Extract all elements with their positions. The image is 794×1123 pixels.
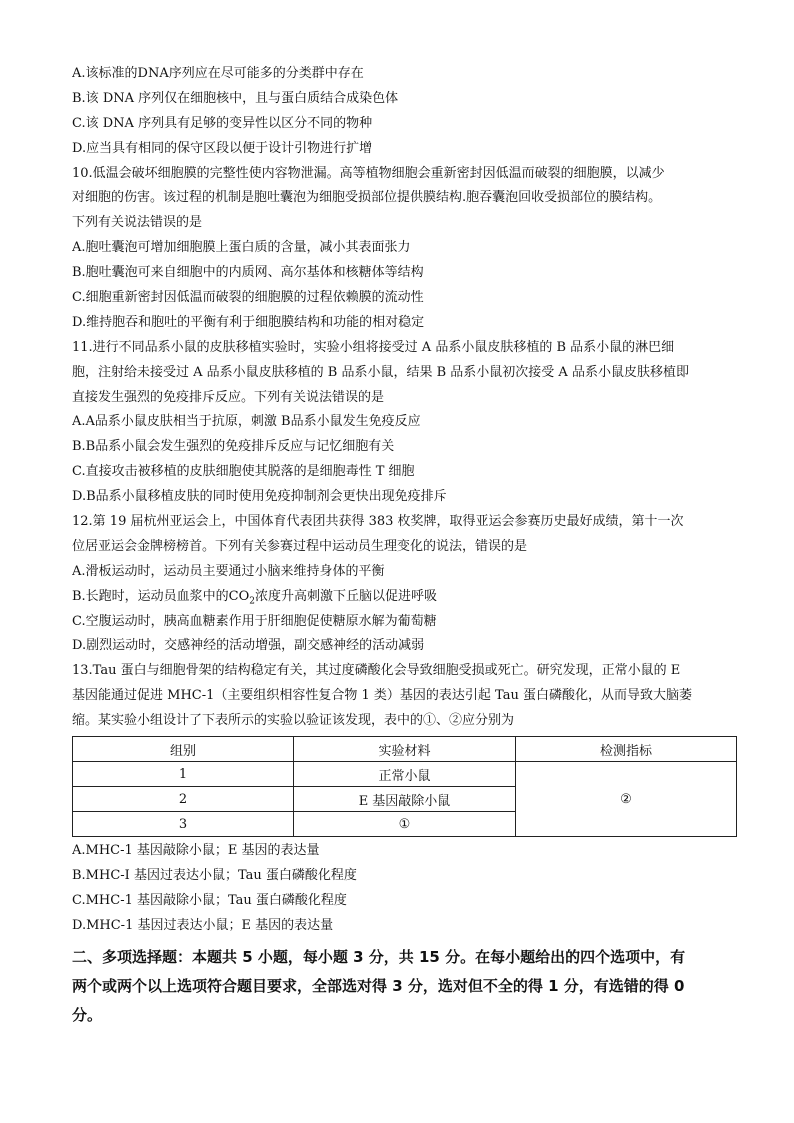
q13-option-d: D.MHC-1 基因过表达小鼠；E 基因的表达量 bbox=[72, 917, 334, 933]
q13-stem-line: 13.Tau 蛋白与细胞骨架的结构稳定有关，其过度磷酸化会导致细胞受损或死亡。研究发现，正常小鼠的 E bbox=[72, 663, 681, 679]
cell-group: 3 bbox=[73, 812, 294, 837]
q11-option-c: C.直接攻击被移植的皮肤细胞使其脱落的是细胞毒性 T 细胞 bbox=[72, 464, 415, 480]
table-header-row bbox=[73, 737, 737, 762]
q11-option-b: B.B品系小鼠会发生强烈的免疫排斥反应与记忆细胞有关 bbox=[72, 439, 395, 455]
q10-stem-line: 下列有关说法错误的是 bbox=[72, 215, 203, 231]
q9-option-c: C.该 DNA 序列具有足够的变异性以区分不同的物种 bbox=[72, 115, 373, 131]
q9-option-b: B.该 DNA 序列仅在细胞核中，且与蛋白质结合成染色体 bbox=[72, 90, 399, 106]
q13-option-a: A.MHC-1 基因敲除小鼠；E 基因的表达量 bbox=[72, 843, 320, 859]
table-row bbox=[73, 762, 737, 787]
section-heading-line: 两个或两个以上选项符合题目要求，全部选对得 3 分，选对但不全的得 1 分，有选错的得 0 bbox=[72, 976, 685, 995]
q11-stem-line: 直接发生强烈的免疫排斥反应。下列有关说法错误的是 bbox=[72, 389, 385, 405]
q9-option-d: D.应当具有相同的保守区段以便于设计引物进行扩增 bbox=[72, 140, 373, 156]
q12-option-d: D.剧烈运动时，交感神经的活动增强，副交感神经的活动减弱 bbox=[72, 638, 425, 654]
q13-stem-line: 缩。某实验小组设计了下表所示的实验以验证该发现，表中的①、②应分别为 bbox=[72, 713, 515, 729]
cell-group: 1 bbox=[73, 762, 294, 787]
q11-option-a: A.A品系小鼠皮肤相当于抗原，刺激 B品系小鼠发生免疫反应 bbox=[72, 414, 421, 430]
q11-stem-line: 11.进行不同品系小鼠的皮肤移植实验时，实验小组将接受过 A 品系小鼠皮肤移植的 B 品系小鼠的淋巴细 bbox=[72, 339, 675, 355]
q10-stem-line: 10.低温会破坏细胞膜的完整性使内容物泄漏。高等植物细胞会重新密封因低温而破裂的细胞膜，以减少 bbox=[72, 165, 665, 181]
section-heading bbox=[72, 943, 740, 1030]
q12-option-c: C.空腹运动时，胰高血糖素作用于肝细胞促使糖原水解为葡萄糖 bbox=[72, 613, 437, 629]
q10-option-b: B.胞吐囊泡可来自细胞中的内质网、高尔基体和核糖体等结构 bbox=[72, 265, 424, 281]
section-heading-line: 分。 bbox=[72, 1005, 103, 1024]
q13-stem-line: 基因能通过促进 MHC-1（主要组织相容性复合物 1 类）基因的表达引起 Tau 蛋白磷酸化，从而导致大脑萎 bbox=[72, 688, 692, 704]
cell-indicator-merged: ② bbox=[516, 762, 737, 837]
exam-content bbox=[72, 62, 740, 1030]
q13-option-b: B.MHC-I 基因过表达小鼠；Tau 蛋白磷酸化程度 bbox=[72, 867, 357, 883]
cell-material: ① bbox=[294, 812, 516, 837]
header-indicator: 检测指标 bbox=[516, 737, 737, 762]
q11-option-d: D.B品系小鼠移植皮肤的同时使用免疫抑制剂会更快出现免疫排斥 bbox=[72, 489, 447, 505]
cell-material: 正常小鼠 bbox=[294, 762, 516, 787]
q10-stem-line: 对细胞的伤害。该过程的机制是胞吐囊泡为细胞受损部位提供膜结构.胞吞囊泡回收受损部位的膜结构。 bbox=[72, 190, 662, 206]
q12-option-b-text: B.长跑时，运动员血浆中的CO bbox=[72, 588, 250, 604]
q13-option-c: C.MHC-1 基因敲除小鼠；Tau 蛋白磷酸化程度 bbox=[72, 892, 347, 908]
q10-option-c: C.细胞重新密封因低温而破裂的细胞膜的过程依赖膜的流动性 bbox=[72, 290, 424, 306]
q12-stem-line: 12.第 19 届杭州亚运会上，中国体育代表团共获得 383 枚奖牌，取得亚运会参赛历史最好成绩，第十一次 bbox=[72, 514, 684, 530]
q10-option-a: A.胞吐囊泡可增加细胞膜上蛋白质的含量，减小其表面张力 bbox=[72, 240, 411, 256]
section-heading-line: 二、多项选择题：本题共 5 小题，每小题 3 分，共 15 分。在每小题给出的四个选项中，有 bbox=[72, 947, 686, 966]
q11-stem-line: 胞，注射给未接受过 A 品系小鼠皮肤移植的 B 品系小鼠，结果 B 品系小鼠初次接受 A 品系小鼠皮肤移植即 bbox=[72, 364, 689, 380]
q10-option-d: D.维持胞吞和胞吐的平衡有利于细胞膜结构和功能的相对稳定 bbox=[72, 314, 425, 330]
cell-group: 2 bbox=[73, 787, 294, 812]
header-material: 实验材料 bbox=[294, 737, 516, 762]
co2-subscript: 2 bbox=[249, 596, 256, 607]
header-group: 组别 bbox=[73, 737, 294, 762]
q12-option-a: A.滑板运动时，运动员主要通过小脑来维持身体的平衡 bbox=[72, 563, 385, 579]
q9-option-a: A.该标准的DNA序列应在尽可能多的分类群中存在 bbox=[72, 66, 364, 81]
q12-option-b-text-end: 浓度升高刺激下丘脑以促进呼吸 bbox=[255, 588, 438, 604]
q12-stem-line: 位居亚运会金牌榜榜首。下列有关参赛过程中运动员生理变化的说法，错误的是 bbox=[72, 538, 528, 554]
q12-option-b bbox=[72, 585, 740, 610]
experiment-table bbox=[72, 736, 737, 837]
cell-material: E 基因敲除小鼠 bbox=[294, 787, 516, 812]
